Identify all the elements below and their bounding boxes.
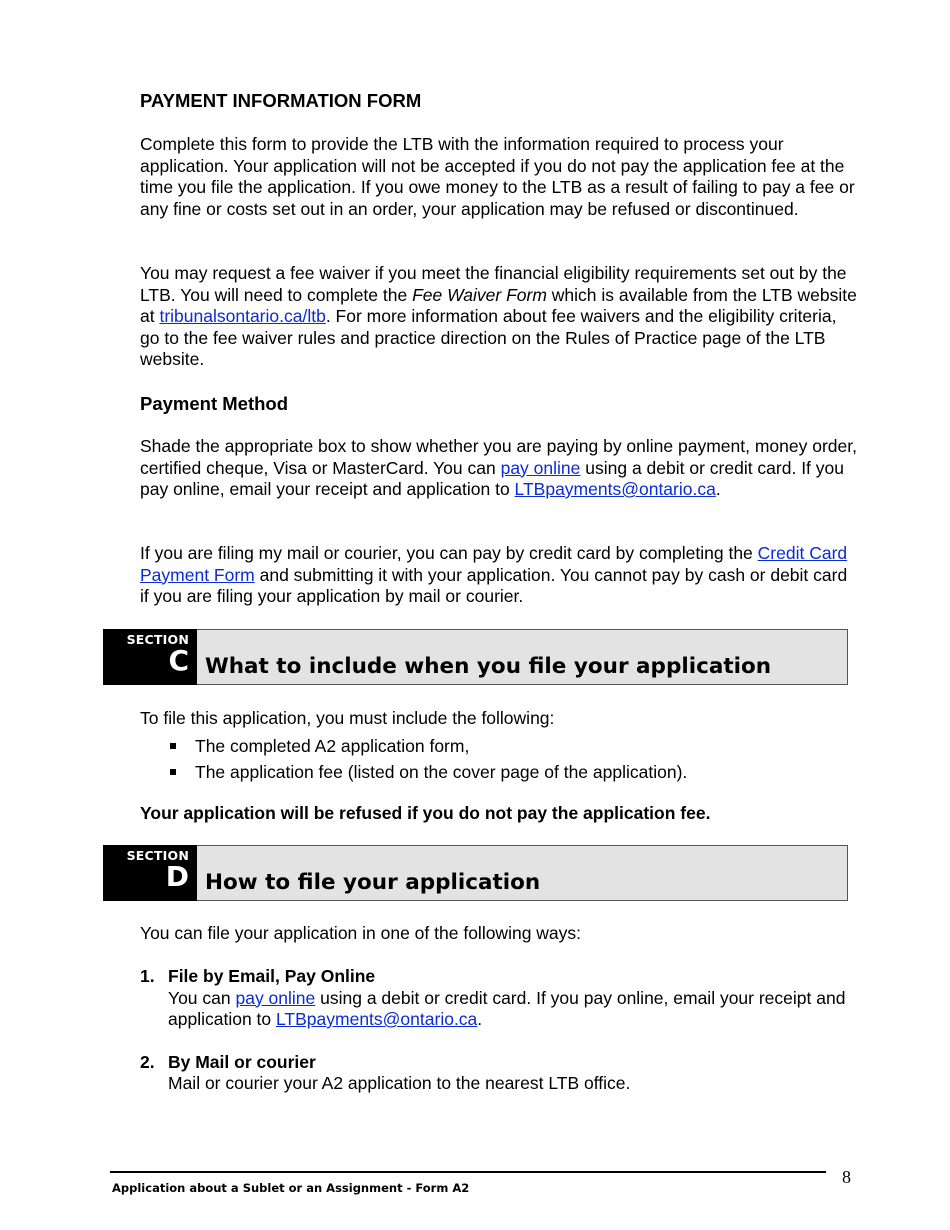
section-c-letter: C [168, 644, 189, 677]
section-d-intro: You can file your application in one of the following ways: [140, 923, 582, 943]
ltb-payments-email-link[interactable]: LTBpayments@ontario.ca [514, 479, 716, 499]
list-item: 1. File by Email, Pay Online You can pay online using a debit or credit card. If you pay online, email your receipt and application to LTBpayments@ontario.ca. [140, 966, 900, 1031]
section-c-title: What to include when you file your application [205, 654, 772, 679]
page-title: PAYMENT INFORMATION FORM [140, 90, 422, 111]
section-c-tag: SECTION C [103, 629, 197, 685]
option-1-title: File by Email, Pay Online [168, 966, 376, 986]
pay-online-link[interactable]: pay online [235, 987, 316, 1008]
fee-waiver-form-name: Fee Waiver Form [412, 284, 547, 305]
section-d-title: How to file your application [205, 870, 541, 895]
list-item: The application fee (listed on the cover page of the application). [140, 759, 860, 785]
bullet-icon [170, 743, 176, 749]
section-c-list [140, 707, 860, 785]
footer-form-title: Application about a Sublet or an Assignment - Form A2 [112, 1181, 470, 1195]
page-number: 8 [842, 1167, 851, 1187]
payment-method-heading: Payment Method [140, 393, 289, 414]
intro-paragraph: Complete this form to provide the LTB with the information required to process your application. Your application will not be accepted if you do not pay the application fee at the time you file the application. If you owe money to the LTB as a result of failing to pay a fee or any fine or costs set out in an order, your application may be refused or discontinued. [140, 134, 855, 219]
footer-divider [110, 1171, 826, 1173]
section-d-tag: SECTION D [103, 845, 197, 901]
fee-waiver-paragraph: You may request a fee waiver if you meet the financial eligibility requirements set out by the LTB. You will need to complete the Fee Waiver Form which is available from the LTB website at tribunalsontario.ca/ltb. For more information about fee waivers and the eligibility criteria, go to the fee waiver rules and practice direction on the Rules of Practice page of the LTB website. [140, 263, 857, 369]
tribunals-website-link[interactable]: tribunalsontario.ca/ltb [159, 306, 326, 326]
payment-method-paragraph: Shade the appropriate box to show whether you are paying by online payment, money order, certified cheque, Visa or MasterCard. You can pay online using a debit or credit card. If you pay online, email your receipt and application to LTBpayments@ontario.ca. [140, 436, 857, 499]
section-c-header [103, 629, 848, 685]
pay-online-link[interactable]: pay online [500, 457, 581, 478]
list-item: The completed A2 application form, [140, 733, 860, 759]
bullet-icon [170, 769, 176, 775]
section-d-letter: D [165, 860, 189, 893]
credit-card-payment-form-link[interactable]: Credit Card Payment Form [140, 543, 848, 585]
mail-courier-paragraph: If you are filing my mail or courier, you can pay by credit card by completing the Credit Card Payment Form and submitting it with your application. You cannot pay by cash or debit card if you are filing your application by mail or courier. [140, 543, 848, 606]
option-2-title: By Mail or courier [168, 1051, 316, 1072]
filing-options-list [140, 966, 900, 1095]
ltb-payments-email-link[interactable]: LTBpayments@ontario.ca [276, 1009, 478, 1029]
list-item: 2. By Mail or courier Mail or courier your A2 application to the nearest LTB office. [140, 1052, 900, 1095]
section-d-header [103, 845, 848, 901]
section-c-intro: To file this application, you must include the following: [140, 708, 555, 728]
fee-warning: Your application will be refused if you do not pay the application fee. [140, 803, 711, 823]
